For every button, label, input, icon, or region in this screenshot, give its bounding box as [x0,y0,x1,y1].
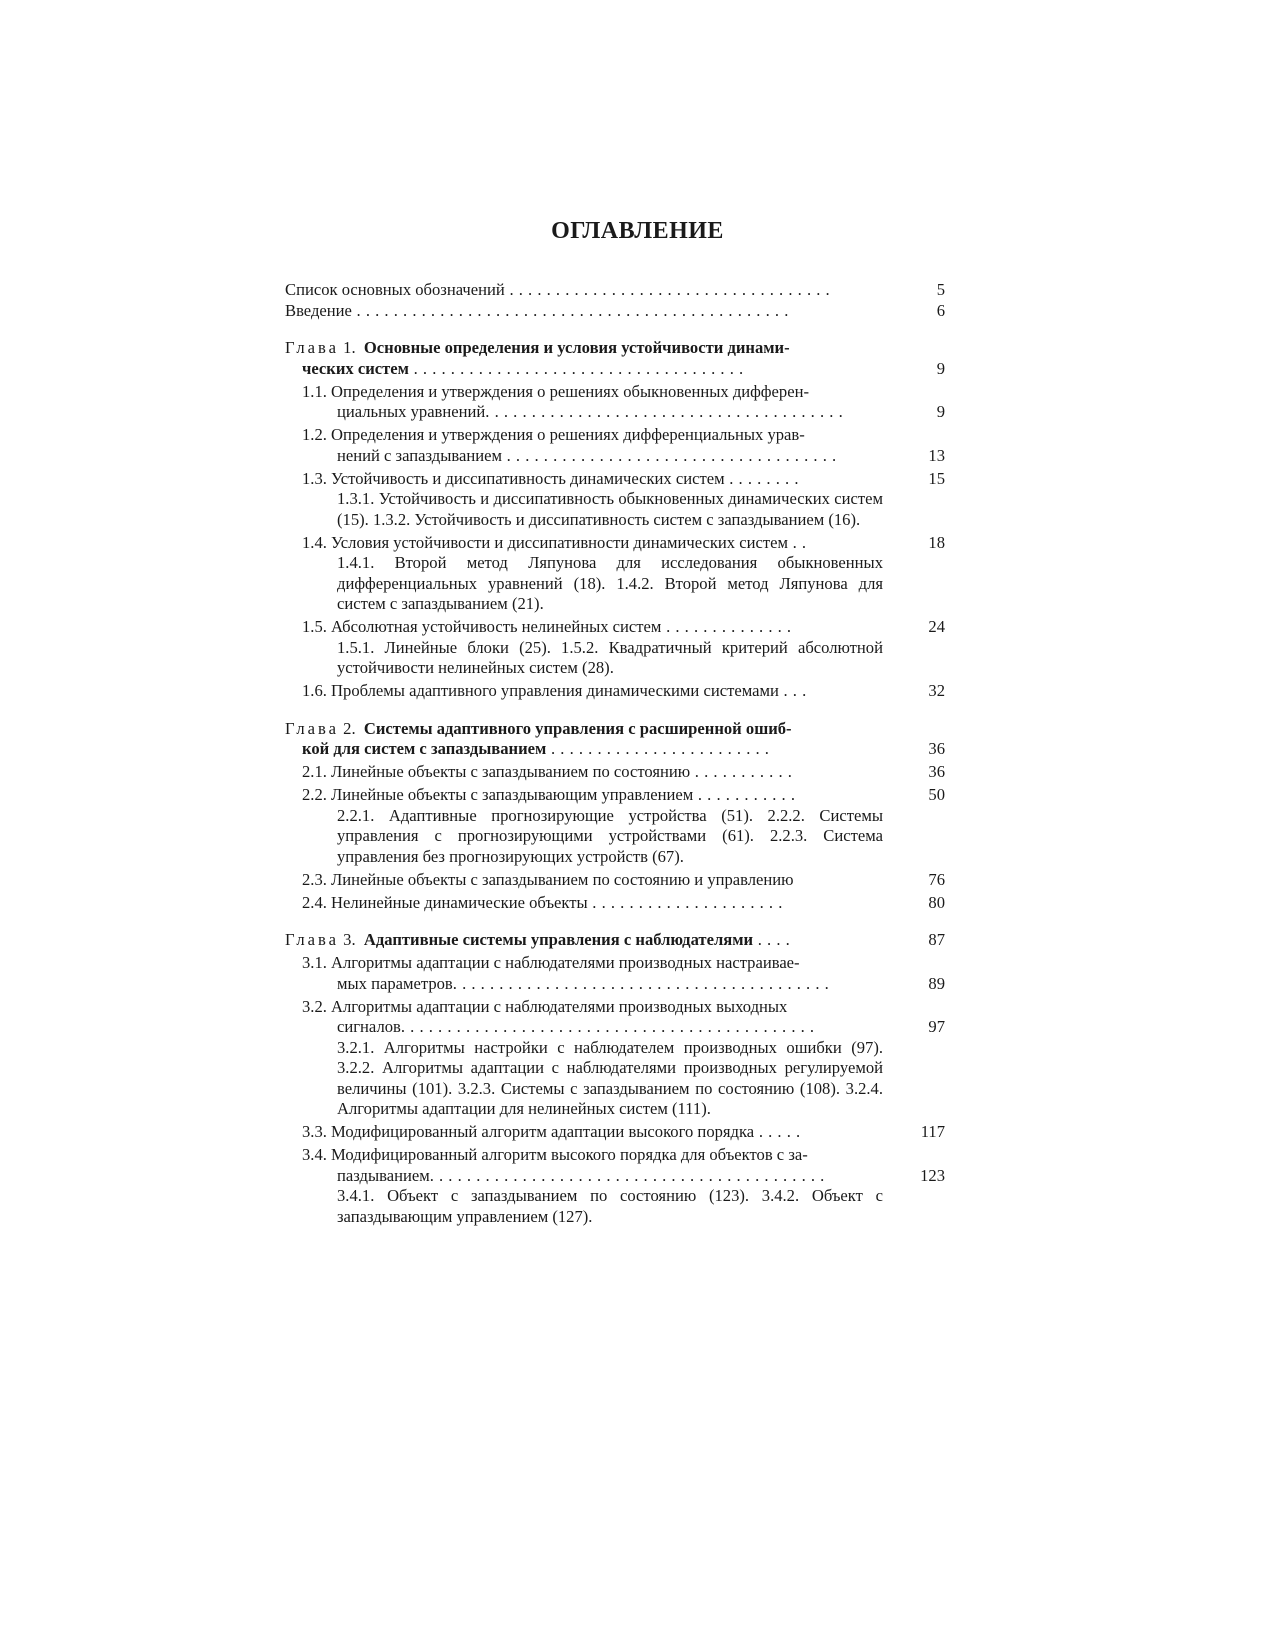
page-number: 87 [928,930,945,949]
toc-section[interactable] [285,382,945,423]
section-title: Модифицированный алгоритм высокого порядка для объектов с за- [331,1145,808,1164]
page-number: 97 [928,1017,945,1036]
chapter-number: 2. [343,718,356,738]
section-title: Абсолютная устойчивость нелинейных систем [331,617,662,636]
leader-dots: . . . . . . . . [724,468,799,488]
chapter-number: 1. [343,338,356,357]
toc-section[interactable] [285,870,945,891]
toc-section[interactable] [285,785,945,806]
section-title: Алгоритмы адаптации с наблюдателями производных выходных [331,996,788,1016]
toc-section[interactable] [285,533,945,554]
page-number: 117 [920,1122,945,1141]
chapter-title-cont: ческих систем [302,358,409,378]
page-number: 80 [928,892,945,912]
subsection-list: 3.4.1. Объект с запаздыванием по состоянию (123). 3.4.2. Объект с запаздывающим управлением (127). [337,1186,883,1226]
section-number: 3.4. [302,1145,327,1164]
section-number: 1.1. [302,381,327,401]
chapter-title: Основные определения и условия устойчивости динами- [363,338,790,357]
toc-section[interactable] [285,617,945,638]
chapter-label: Глава [285,930,339,949]
chapter-title: Системы адаптивного управления с расширенной ошиб- [363,718,792,738]
section-title: Алгоритмы адаптации с наблюдателями производных настраивае- [331,953,800,972]
section-title: Линейные объекты с запаздыванием по состоянию [331,762,691,781]
section-title: Линейные объекты с запаздывающим управлением [331,785,694,804]
toc-section[interactable] [285,1145,945,1186]
section-number: 3.2. [302,996,327,1016]
section-number: 1.3. [302,468,327,488]
section-title: Нелинейные динамические объекты [331,892,588,912]
subsection-list: 1.5.1. Линейные блоки (25). 1.5.2. Квадратичный критерий абсолютной устойчивости нелинейных систем (28). [337,637,883,677]
section-number: 1.2. [302,425,327,444]
subsection-list: 2.2.1. Адаптивные прогнозирующие устройства (51). 2.2.2. Системы управления с прогнозирующими устройствами (61). 2.2.3. Система управления без прогнозирующих устройств (67). [337,805,883,866]
subsection-list: 3.2.1. Алгоритмы настройки с наблюдателем производных ошибки (97). 3.2.2. Алгоритмы адаптации с наблюдателями производных регулируемой величины (101). 3.2.3. Системы с запаздыванием по состоянию (108). 3.2.4. Алгоритмы адаптации для нелинейных систем (111). [337,1037,883,1118]
section-number: 3.1. [302,953,327,972]
toc-section[interactable] [285,469,945,490]
page-number: 9 [936,358,945,378]
page-title: ОГЛАВЛЕНИЕ [551,218,724,244]
page-number: 32 [928,681,945,700]
leader-dots: . . . . . . . . . . . . . . . . . . . . . . . . . . . . . . . . . . . . [501,445,837,465]
leader-dots: . . . . . . . . . . . . . . . . . . . . . . . . . . . . . . . . . . . . . . . . . [452,973,830,993]
toc-chapter[interactable] [285,338,945,379]
section-number: 1.5. [302,617,327,636]
leader-dots: . . . . . . . . . . . . . . . . . . . . . . . . . . . . . . . . . . . [504,280,831,299]
toc-entry-front[interactable] [285,301,945,322]
toc-chapter[interactable] [285,930,945,951]
section-number: 1.6. [302,681,327,700]
section-title-cont: нений с запаздыванием [337,445,502,465]
section-number: 2.2. [302,785,327,804]
leader-dots: . . . . . [754,1122,801,1141]
leader-dots: . . . . . . . . . . . . . . . . . . . . . [587,892,783,912]
section-title: Условия устойчивости и диссипативности динамических систем [331,532,788,552]
toc-section[interactable] [285,762,945,783]
leader-dots: . . . . . . . . . . . . . . . . . . . . . . . . [546,739,770,758]
section-title-cont: сигналов [337,1017,401,1036]
leader-dots: . . . . . . . . . . . . . . . . . . . . . . . . . . . . . . . . . . . . . . . . . . . . . [400,1017,815,1036]
toc-section[interactable] [285,681,945,702]
leader-dots: . . . [778,681,807,700]
section-number: 2.4. [302,892,327,912]
section-title: Определения и утверждения о решениях обыкновенных дифферен- [331,381,809,401]
page-number: 6 [936,300,945,320]
leader-dots: . . . . . . . . . . . . . . . . . . . . . . . . . . . . . . . . . . . . . . . [485,402,844,421]
toc-entry-title: Введение [285,300,352,320]
leader-dots: . . . . . . . . . . . . . . [661,617,792,636]
toc-chapter[interactable] [285,719,945,760]
section-title: Модифицированный алгоритм адаптации высокого порядка [331,1122,755,1141]
section-title: Определения и утверждения о решениях дифференциальных урав- [331,425,805,444]
section-title: Устойчивость и диссипативность динамических систем [331,468,725,488]
toc-section[interactable] [285,997,945,1038]
page-number: 50 [928,785,945,804]
leader-dots: . . . . . . . . . . . [690,762,793,781]
page-number: 123 [920,1165,945,1185]
toc-section[interactable] [285,953,945,994]
page-number: 36 [928,762,945,781]
page-number: 18 [928,532,945,552]
leader-dots: . . [787,532,807,552]
section-number: 2.1. [302,762,327,781]
leader-dots: . . . . . . . . . . . . . . . . . . . . . . . . . . . . . . . . . . . . [408,358,744,378]
section-number: 1.4. [302,532,327,552]
page-number: 89 [928,973,945,993]
page-number: 9 [936,402,945,421]
chapter-number: 3. [343,930,356,949]
section-number: 2.3. [302,869,327,889]
page-number: 13 [928,445,945,465]
toc-section[interactable] [285,1122,945,1143]
table-of-contents [285,280,945,1227]
section-title-cont: паздыванием [337,1165,430,1185]
subsection-list: 1.3.1. Устойчивость и диссипативность обыкновенных динамических систем (15). 1.3.2. Устойчивость и диссипативность систем с запаздыванием (16). [337,489,883,529]
section-title: Линейные объекты с запаздыванием по состоянию и управлению [331,869,794,889]
page-number: 5 [936,280,945,299]
chapter-title: Адаптивные системы управления с наблюдателями [363,930,754,949]
chapter-label: Глава [285,718,339,738]
leader-dots: . . . . . . . . . . . . . . . . . . . . . . . . . . . . . . . . . . . . . . . . . . . [429,1165,825,1185]
toc-entry-title: Список основных обозначений [285,280,505,299]
leader-dots: . . . . . . . . . . . . . . . . . . . . . . . . . . . . . . . . . . . . . . . . . . . . . . . [351,300,789,320]
chapter-label: Глава [285,338,339,357]
toc-section[interactable] [285,425,945,466]
leader-dots: . . . . [753,930,791,949]
toc-section[interactable] [285,893,945,914]
section-number: 3.3. [302,1122,327,1141]
toc-entry-front[interactable] [285,280,945,301]
page-number: 24 [928,617,945,636]
page-number: 76 [928,869,945,889]
section-title-cont: мых параметров [337,973,453,993]
section-title: Проблемы адаптивного управления динамическими системами [331,681,779,700]
leader-dots: . . . . . . . . . . . [693,785,796,804]
subsection-list: 1.4.1. Второй метод Ляпунова для исследования обыкновенных дифференциальных уравнений (18). 1.4.2. Второй метод Ляпунова для систем с запаздыванием (21). [337,553,883,613]
section-title-cont: циальных уравнений [337,402,486,421]
page-number: 36 [928,739,945,758]
page-number: 15 [928,468,945,488]
chapter-title-cont: кой для систем с запаздыванием [302,739,547,758]
